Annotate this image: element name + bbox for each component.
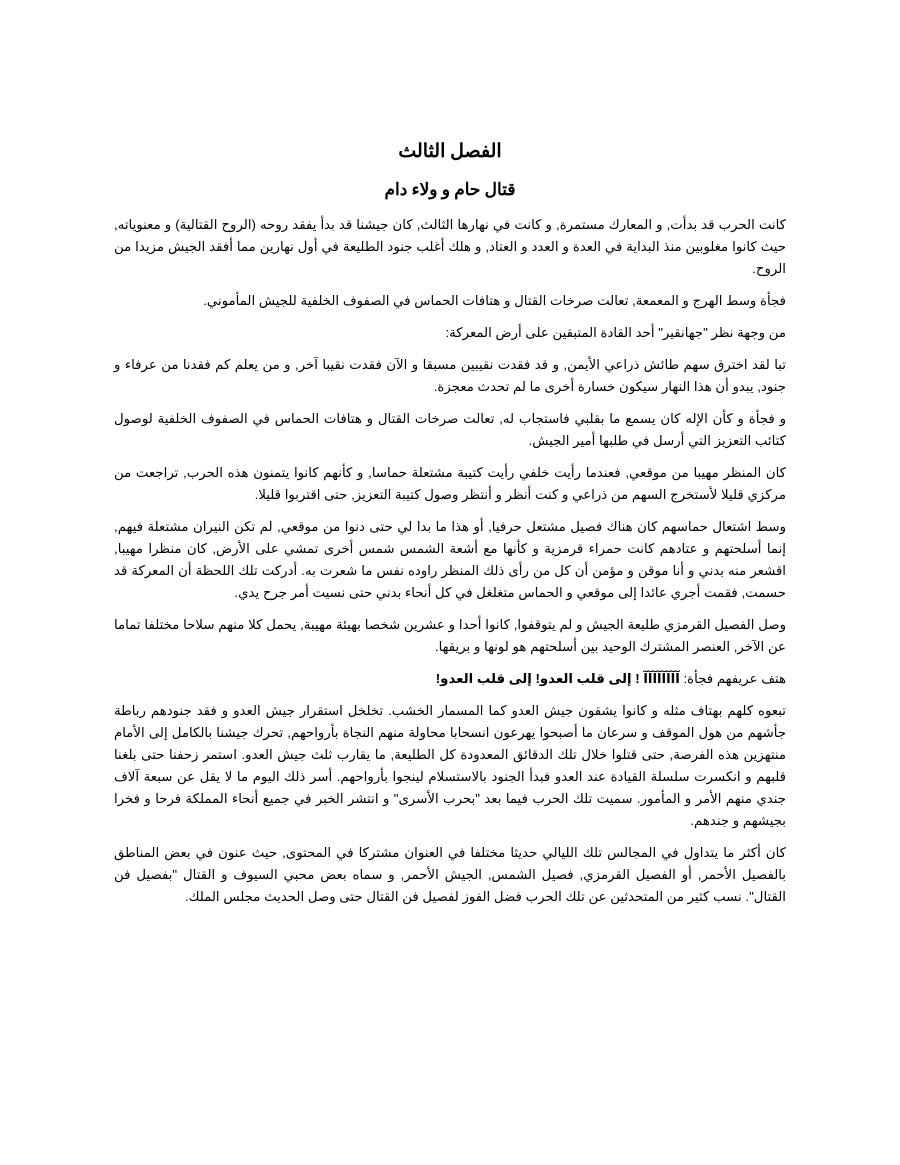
paragraph-1: كانت الحرب قد بدأت, و المعارك مستمرة, و كانت في نهارها الثالث, كان جيشنا قد بدأ يفقد روحه (الروح القتالية) و معنوياته, حيث كانوا مغلوبين منذ البداية في العدة و العدد و العتاد, و هلك أغلب جنود الطليعة في أول نهارين مما أفقد الجيش مزيدا من الروح. — [114, 217, 786, 276]
paragraph-10: تبعوه كلهم بهتاف مثله و كانوا يشقون جيش العدو كما المسمار الخشب. تخلخل استقرار جيش العدو و فقد جنودهم رباطة جأشهم من هول الموقف و سرعان ما أصبحوا يهرعون انسحابا محاولة منهم النجاة بأرواحهم, تحرك جيشنا بالكامل إلى الأمام منتهزين هذه الفرصة, حتى قتلوا خلال تلك الدقائق المعدودة كل الطليعة, ما يقارب ثلث جيش العدو. استمر زحفنا حتى بلغنا قلبهم و انكسرت سلسلة القيادة عند العدو فبدأ الجنود بالاستسلام لينجوا بأرواحهم. أسر ذلك اليوم ما لا يقل عن سبعة آلاف جندي منهم الأمر و المأمور. سميت تلك الحرب فيما بعد "بحرب الأسرى" و انتشر الخبر في جميع أنحاء المملكة فرحا و فخرا بجيشهم و جندهم. — [114, 703, 786, 828]
shout-paragraph — [114, 668, 786, 690]
chapter-subtitle: قتال حام و ولاء دام — [384, 180, 516, 199]
paragraph-3: من وجهة نظر "جهانقير" أحد القادة المتبقين على أرض المعركة: — [445, 325, 786, 340]
paragraph-8: وصل الفصيل القرمزي طليعة الجيش و لم يتوقفوا, كانوا أحدا و عشرين شخصا بهيئة مهيبة, يحمل كلا منهم سلاحا مختلفا تماما عن الآخر, العنصر المشترك الوحيد بين أسلحتهم هو لونها و بريقها. — [114, 617, 786, 654]
paragraph-4: تبا لقد اخترق سهم طائش ذراعي الأيمن, و قد فقدت نقيبين مسبقا و الآن فقدت نقيبا آخر, و من يعلم كم فقدنا من عرفاء و جنود, يبدو أن هذا النهار سيكون خسارة أخرى ما لم تحدث معجزة. — [114, 357, 786, 394]
paragraph-7: وسط اشتعال حماسهم كان هناك فصيل مشتعل حرفيا, أو هذا ما بدا لي حتى دنوا من موقعي, لم تكن النيران مشتعلة فيهم, إنما أسلحتهم و عتادهم كانت حمراء قرمزية و كأنها مع أشعة الشمس شمس أخرى تمشي على الأرض, كان منظرا مهيبا, اقشعر منه بدني و أنا موقن و مؤمن أن كل من رأى ذلك المنظر راوده نفس ما شعرت به. أدركت تلك اللحظة أن المعركة قد حسمت, فقمت أجري عائدا إلى موقعي و الحماس متغلغل في كل أنحاء بدني حتى نسيت أمر جرح يدي. — [114, 519, 786, 600]
paragraph-6: كان المنظر مهيبا من موقعي, فعندما رأيت خلفي رأيت كتيبة مشتعلة حماسا, و كأنهم كانوا يتمنون هذه الحرب, تراجعت من مركزي قليلا لأستخرج السهم من ذراعي و كنت أنظر و أنتظر وصول كتيبة التعزيز, حتى اقتربوا قليلا. — [114, 465, 786, 502]
paragraph-2: فجأة وسط الهرج و المعمعة, تعالت صرخات القتال و هتافات الحماس في الصفوف الخلفية للجيش المأموني. — [203, 293, 786, 308]
shout-lead: هتف عريفهم فجأة: — [679, 671, 786, 686]
shout-text: آآآآآآآآ ! إلى قلب العدو! إلى قلب العدو! — [435, 671, 680, 686]
paragraph-11: كان أكثر ما يتداول في المجالس تلك الليالي حديثا مختلفا في العنوان مشتركا في المحتوى, حيث عنون في بعض المناطق بالفصيل الأحمر, أو الفصيل القرمزي, فصيل الشمس, الجيش الأحمر, و سماه بعض محبي السيوف و القتال "بفصيل فن القتال". نسب كثير من المتحدثين عن تلك الحرب فضل الفوز لفصيل فن القتال حتى وصل الحديث مجلس الملك. — [114, 845, 786, 904]
document-body — [114, 140, 786, 918]
chapter-title: الفصل الثالث — [398, 141, 502, 162]
paragraph-5: و فجأة و كأن الإله كان يسمع ما بقلبي فاستجاب له, تعالت صرخات القتال و هتافات الحماس في الصفوف الخلفية لوصول كتائب التعزيز التي أرسل في طلبها أمير الجيش. — [114, 411, 786, 448]
